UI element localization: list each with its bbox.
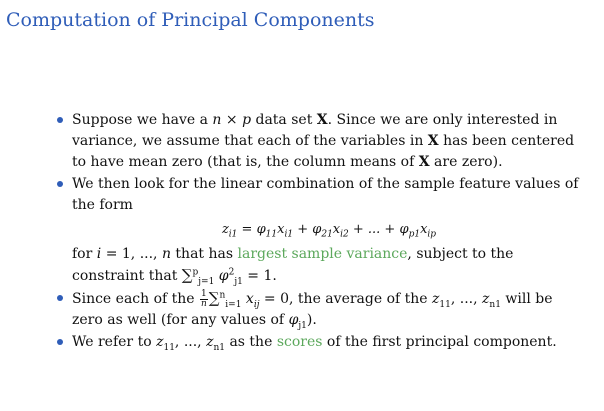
bullet-1: Suppose we have a n × p data set X. Since we are only interested in variance, we assume that each of the variables in X has been centered to have mean zero (that is, the column means of X are zero). <box>56 110 586 173</box>
bullet-3: Since each of the $\frac{1}{n}$ ∑$^n_{i=1}$ $x_{ij} = 0$, the average of the $z_{11}$, ..., $z_{n1}$ will be zero as well (for any values of $\varphi_{j1}$). <box>56 288 586 331</box>
bullet-dot-icon <box>57 295 63 301</box>
slide-title: Computation of Principal Components <box>6 9 375 31</box>
bullet-4: We refer to $z_{11}$, ..., $z_{n1}$ as the scores of the first principal component. <box>56 332 586 353</box>
highlight-largest-variance: largest sample variance <box>237 246 408 262</box>
highlight-scores: scores <box>276 334 323 350</box>
bullet-dot-icon <box>57 339 63 345</box>
bullet-list <box>56 110 586 354</box>
bullet-dot-icon <box>57 117 63 123</box>
bullet-dot-icon <box>57 181 63 187</box>
equation: $z_{i1} = \varphi_{11}x_{i1} + \varphi_{21}x_{i2}$ + ... + $\varphi_{p1}x_{ip}$ <box>221 222 437 240</box>
bullet-2: We then look for the linear combination of the sample feature values of the form $z_{i1} = \varphi_{11}x_{i1} + \varphi_{21}x_{i2}$ + ... + $\varphi_{p1}x_{ip}$ for i = 1, ..., n that has largest sample variance, subject to the constraint that ∑$^p_{j=1}$ $\varphi^2_{j1} = 1$. <box>56 174 586 287</box>
